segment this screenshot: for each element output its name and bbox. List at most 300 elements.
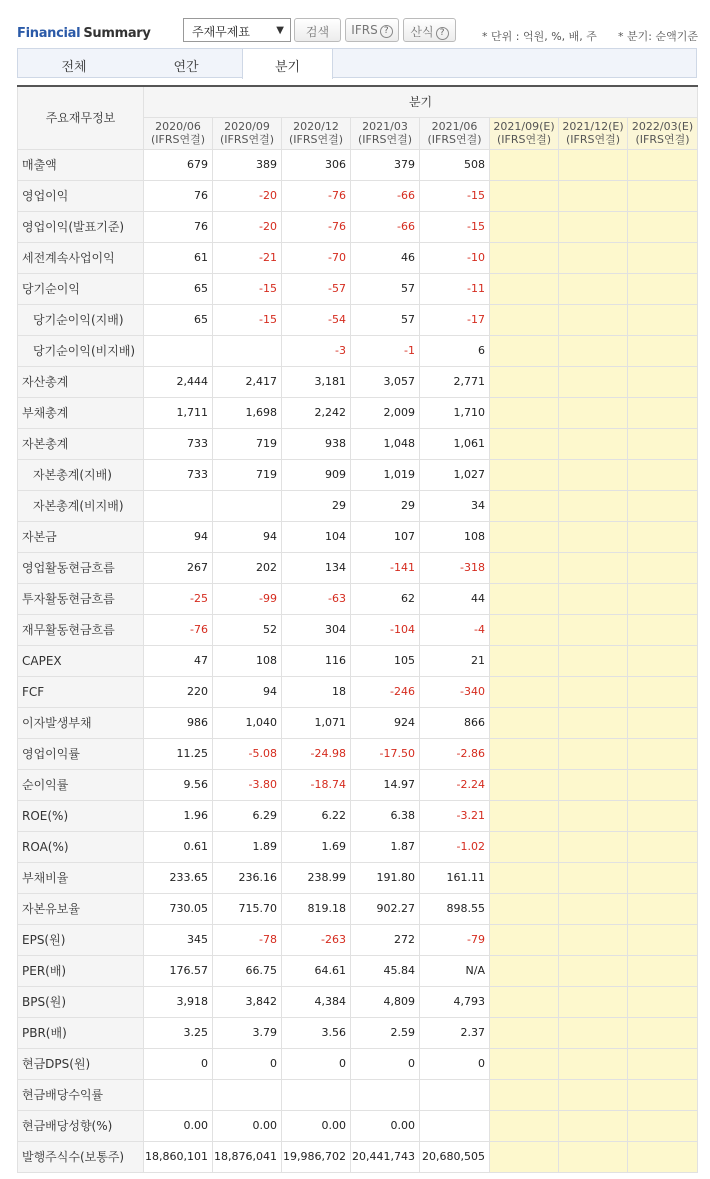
period-date: 2020/09 bbox=[224, 120, 270, 133]
value-cell: 0 bbox=[144, 1048, 213, 1079]
estimate-cell bbox=[490, 521, 559, 552]
table-row bbox=[18, 862, 698, 893]
value-cell: 20,680,505 bbox=[420, 1141, 490, 1172]
value-cell: 730.05 bbox=[144, 893, 213, 924]
row-label: ROA(%) bbox=[18, 831, 144, 862]
table-row bbox=[18, 1141, 698, 1172]
help-icon: ? bbox=[436, 27, 449, 40]
row-label: 현금DPS(원) bbox=[18, 1048, 144, 1079]
value-cell: 61 bbox=[144, 242, 213, 273]
estimate-cell bbox=[628, 211, 698, 242]
row-label: 자본금 bbox=[18, 521, 144, 552]
estimate-cell bbox=[559, 1017, 628, 1048]
estimate-cell bbox=[490, 273, 559, 304]
value-cell: 1.69 bbox=[282, 831, 351, 862]
value-cell: 1.89 bbox=[213, 831, 282, 862]
estimate-cell bbox=[628, 428, 698, 459]
period-basis: (IFRS연결) bbox=[635, 133, 690, 146]
estimate-cell bbox=[559, 769, 628, 800]
value-cell: 715.70 bbox=[213, 893, 282, 924]
estimate-cell bbox=[628, 707, 698, 738]
estimate-cell bbox=[490, 335, 559, 366]
value-cell bbox=[420, 1079, 490, 1110]
value-cell: 0 bbox=[213, 1048, 282, 1079]
estimate-cell bbox=[490, 707, 559, 738]
value-cell: 18,860,101 bbox=[144, 1141, 213, 1172]
value-cell: 21 bbox=[420, 645, 490, 676]
value-cell: 3.79 bbox=[213, 1017, 282, 1048]
estimate-cell bbox=[628, 1017, 698, 1048]
statement-type-select[interactable] bbox=[183, 18, 291, 42]
value-cell: -17 bbox=[420, 304, 490, 335]
page-header bbox=[0, 0, 710, 48]
estimate-cell bbox=[490, 490, 559, 521]
period-header bbox=[351, 117, 420, 149]
estimate-cell bbox=[490, 180, 559, 211]
row-label: 세전계속사업이익 bbox=[18, 242, 144, 273]
value-cell: 238.99 bbox=[282, 862, 351, 893]
value-cell: -66 bbox=[351, 211, 420, 242]
estimate-cell bbox=[559, 800, 628, 831]
value-cell: 108 bbox=[213, 645, 282, 676]
period-basis: (IFRS연결) bbox=[288, 133, 344, 146]
value-cell bbox=[144, 490, 213, 521]
estimate-cell bbox=[490, 1110, 559, 1141]
value-cell: 104 bbox=[282, 521, 351, 552]
estimate-cell bbox=[490, 552, 559, 583]
row-label: 현금배당성향(%) bbox=[18, 1110, 144, 1141]
table-row bbox=[18, 738, 698, 769]
estimate-cell bbox=[559, 180, 628, 211]
row-label: FCF bbox=[18, 676, 144, 707]
estimate-cell bbox=[490, 614, 559, 645]
estimate-cell bbox=[559, 955, 628, 986]
period-date: 2021/06 bbox=[431, 120, 478, 133]
value-cell: -11 bbox=[420, 273, 490, 304]
value-cell: 134 bbox=[282, 552, 351, 583]
value-cell: -1.02 bbox=[420, 831, 490, 862]
table-row bbox=[18, 707, 698, 738]
statement-type-value: 주재무제표 bbox=[192, 25, 250, 39]
table-row bbox=[18, 1048, 698, 1079]
row-label: EPS(원) bbox=[18, 924, 144, 955]
tab-all[interactable]: 전체 bbox=[61, 60, 87, 75]
estimate-cell bbox=[490, 428, 559, 459]
table-row bbox=[18, 273, 698, 304]
table-row bbox=[18, 800, 698, 831]
period-basis: (IFRS연결) bbox=[150, 133, 206, 146]
estimate-cell bbox=[559, 676, 628, 707]
value-cell: 1,061 bbox=[420, 428, 490, 459]
estimate-cell bbox=[559, 862, 628, 893]
value-cell: 4,384 bbox=[282, 986, 351, 1017]
value-cell: 94 bbox=[213, 676, 282, 707]
value-cell: 819.18 bbox=[282, 893, 351, 924]
estimate-cell bbox=[490, 676, 559, 707]
estimate-cell bbox=[490, 738, 559, 769]
row-label: 부채총계 bbox=[18, 397, 144, 428]
value-cell: -70 bbox=[282, 242, 351, 273]
value-cell: 76 bbox=[144, 180, 213, 211]
estimate-cell bbox=[559, 397, 628, 428]
value-cell: -3.80 bbox=[213, 769, 282, 800]
estimate-cell bbox=[559, 366, 628, 397]
period-header bbox=[420, 117, 490, 149]
period-header bbox=[282, 117, 351, 149]
estimate-cell bbox=[490, 769, 559, 800]
estimate-cell bbox=[628, 521, 698, 552]
table-row bbox=[18, 397, 698, 428]
value-cell: -78 bbox=[213, 924, 282, 955]
value-cell: 379 bbox=[351, 149, 420, 180]
chevron-down-icon: ▼ bbox=[276, 25, 284, 36]
value-cell bbox=[420, 1110, 490, 1141]
estimate-cell bbox=[490, 800, 559, 831]
value-cell: 0 bbox=[420, 1048, 490, 1079]
value-cell: 1.87 bbox=[351, 831, 420, 862]
estimate-cell bbox=[490, 1048, 559, 1079]
estimate-cell bbox=[628, 955, 698, 986]
value-cell: 0.00 bbox=[351, 1110, 420, 1141]
estimate-cell bbox=[628, 335, 698, 366]
estimate-cell bbox=[490, 831, 559, 862]
value-cell: -104 bbox=[351, 614, 420, 645]
value-cell: 267 bbox=[144, 552, 213, 583]
value-cell: 191.80 bbox=[351, 862, 420, 893]
row-label: BPS(원) bbox=[18, 986, 144, 1017]
group-header: 분기 bbox=[144, 86, 698, 117]
estimate-cell bbox=[490, 1079, 559, 1110]
estimate-cell bbox=[559, 552, 628, 583]
value-cell: 202 bbox=[213, 552, 282, 583]
estimate-cell bbox=[559, 490, 628, 521]
estimate-cell bbox=[628, 614, 698, 645]
estimate-cell bbox=[490, 459, 559, 490]
value-cell: 20,441,743 bbox=[351, 1141, 420, 1172]
value-cell: 6.22 bbox=[282, 800, 351, 831]
value-cell: -10 bbox=[420, 242, 490, 273]
value-cell: 938 bbox=[282, 428, 351, 459]
row-label: 영업이익 bbox=[18, 180, 144, 211]
value-cell: 733 bbox=[144, 459, 213, 490]
table-row bbox=[18, 149, 698, 180]
row-label: 자본총계(비지배) bbox=[18, 490, 144, 521]
value-cell: 62 bbox=[351, 583, 420, 614]
value-cell: -3.21 bbox=[420, 800, 490, 831]
estimate-cell bbox=[628, 800, 698, 831]
estimate-cell bbox=[490, 986, 559, 1017]
title-summary: Summary bbox=[83, 26, 151, 41]
value-cell: 866 bbox=[420, 707, 490, 738]
value-cell: 3,842 bbox=[213, 986, 282, 1017]
value-cell: 6.38 bbox=[351, 800, 420, 831]
value-cell: 0.00 bbox=[144, 1110, 213, 1141]
estimate-cell bbox=[559, 149, 628, 180]
value-cell: -20 bbox=[213, 211, 282, 242]
value-cell: 220 bbox=[144, 676, 213, 707]
estimate-cell bbox=[559, 211, 628, 242]
value-cell: -25 bbox=[144, 583, 213, 614]
value-cell: 14.97 bbox=[351, 769, 420, 800]
value-cell: 3,181 bbox=[282, 366, 351, 397]
estimate-cell bbox=[628, 490, 698, 521]
value-cell: -3 bbox=[282, 335, 351, 366]
value-cell: -141 bbox=[351, 552, 420, 583]
value-cell: 11.25 bbox=[144, 738, 213, 769]
value-cell bbox=[213, 335, 282, 366]
table-row bbox=[18, 769, 698, 800]
ifrs-label: IFRS bbox=[351, 23, 378, 37]
period-header bbox=[628, 117, 698, 149]
estimate-cell bbox=[628, 645, 698, 676]
value-cell: -24.98 bbox=[282, 738, 351, 769]
estimate-cell bbox=[628, 180, 698, 211]
period-date: 2021/12(E) bbox=[562, 120, 624, 133]
value-cell: -17.50 bbox=[351, 738, 420, 769]
estimate-cell bbox=[559, 831, 628, 862]
value-cell: 236.16 bbox=[213, 862, 282, 893]
value-cell: 306 bbox=[282, 149, 351, 180]
table-row bbox=[18, 955, 698, 986]
table-row bbox=[18, 583, 698, 614]
estimate-cell bbox=[628, 893, 698, 924]
value-cell: 52 bbox=[213, 614, 282, 645]
row-label: 부채비율 bbox=[18, 862, 144, 893]
value-cell: -79 bbox=[420, 924, 490, 955]
financial-table-body bbox=[18, 149, 698, 1172]
value-cell: 65 bbox=[144, 273, 213, 304]
estimate-cell bbox=[559, 583, 628, 614]
row-label: 순이익률 bbox=[18, 769, 144, 800]
estimate-cell bbox=[628, 397, 698, 428]
estimate-cell bbox=[559, 893, 628, 924]
row-label: 자산총계 bbox=[18, 366, 144, 397]
table-row bbox=[18, 428, 698, 459]
value-cell: -318 bbox=[420, 552, 490, 583]
estimate-cell bbox=[490, 149, 559, 180]
period-basis: (IFRS연결) bbox=[496, 133, 552, 146]
value-cell: 1,027 bbox=[420, 459, 490, 490]
row-label: 재무활동현금흐름 bbox=[18, 614, 144, 645]
value-cell: -4 bbox=[420, 614, 490, 645]
estimate-cell bbox=[628, 149, 698, 180]
table-row bbox=[18, 831, 698, 862]
value-cell: -15 bbox=[420, 180, 490, 211]
estimate-cell bbox=[559, 1048, 628, 1079]
estimate-cell bbox=[490, 955, 559, 986]
table-row bbox=[18, 180, 698, 211]
formula-label: 산식 bbox=[410, 25, 434, 39]
value-cell: 4,793 bbox=[420, 986, 490, 1017]
value-cell: 94 bbox=[213, 521, 282, 552]
estimate-cell bbox=[490, 924, 559, 955]
value-cell: 898.55 bbox=[420, 893, 490, 924]
row-label: PER(배) bbox=[18, 955, 144, 986]
row-label: 자본총계(지배) bbox=[18, 459, 144, 490]
estimate-cell bbox=[628, 459, 698, 490]
value-cell: 3,918 bbox=[144, 986, 213, 1017]
value-cell: 19,986,702 bbox=[282, 1141, 351, 1172]
value-cell: 902.27 bbox=[351, 893, 420, 924]
value-cell: -76 bbox=[282, 180, 351, 211]
row-label: 현금배당수익률 bbox=[18, 1079, 144, 1110]
tab-annual[interactable]: 연간 bbox=[173, 60, 199, 75]
financial-summary-table bbox=[17, 85, 698, 1173]
table-row bbox=[18, 986, 698, 1017]
estimate-cell bbox=[559, 645, 628, 676]
value-cell: 47 bbox=[144, 645, 213, 676]
estimate-cell bbox=[628, 986, 698, 1017]
estimate-cell bbox=[490, 1141, 559, 1172]
value-cell: 0 bbox=[282, 1048, 351, 1079]
estimate-cell bbox=[559, 428, 628, 459]
estimate-cell bbox=[490, 397, 559, 428]
value-cell: 3,057 bbox=[351, 366, 420, 397]
estimate-cell bbox=[628, 1048, 698, 1079]
estimate-cell bbox=[559, 459, 628, 490]
table-row bbox=[18, 521, 698, 552]
period-basis: (IFRS연결) bbox=[565, 133, 621, 146]
table-row bbox=[18, 490, 698, 521]
value-cell: 176.57 bbox=[144, 955, 213, 986]
row-label: 이자발생부채 bbox=[18, 707, 144, 738]
estimate-cell bbox=[628, 304, 698, 335]
value-cell: 389 bbox=[213, 149, 282, 180]
value-cell: N/A bbox=[420, 955, 490, 986]
table-row bbox=[18, 1017, 698, 1048]
estimate-cell bbox=[490, 1017, 559, 1048]
row-label: PBR(배) bbox=[18, 1017, 144, 1048]
period-date: 2020/12 bbox=[293, 120, 339, 133]
value-cell: 2,242 bbox=[282, 397, 351, 428]
value-cell: 29 bbox=[282, 490, 351, 521]
value-cell: 6 bbox=[420, 335, 490, 366]
value-cell: -340 bbox=[420, 676, 490, 707]
value-cell: 304 bbox=[282, 614, 351, 645]
value-cell: 233.65 bbox=[144, 862, 213, 893]
value-cell: 9.56 bbox=[144, 769, 213, 800]
estimate-cell bbox=[628, 862, 698, 893]
value-cell: 44 bbox=[420, 583, 490, 614]
row-label: 영업이익률 bbox=[18, 738, 144, 769]
estimate-cell bbox=[559, 707, 628, 738]
row-label: 당기순이익(지배) bbox=[18, 304, 144, 335]
value-cell: -66 bbox=[351, 180, 420, 211]
formula-help-button[interactable] bbox=[403, 18, 456, 42]
value-cell: -57 bbox=[282, 273, 351, 304]
value-cell: 6.29 bbox=[213, 800, 282, 831]
ifrs-help-button[interactable] bbox=[345, 18, 399, 42]
value-cell: -76 bbox=[144, 614, 213, 645]
value-cell: 46 bbox=[351, 242, 420, 273]
value-cell: 0.00 bbox=[213, 1110, 282, 1141]
value-cell: -15 bbox=[420, 211, 490, 242]
value-cell: -5.08 bbox=[213, 738, 282, 769]
value-cell: -15 bbox=[213, 304, 282, 335]
estimate-cell bbox=[628, 676, 698, 707]
table-row bbox=[18, 242, 698, 273]
table-row bbox=[18, 1110, 698, 1141]
table-row bbox=[18, 366, 698, 397]
value-cell: 29 bbox=[351, 490, 420, 521]
estimate-cell bbox=[490, 366, 559, 397]
value-cell: -2.86 bbox=[420, 738, 490, 769]
value-cell: 679 bbox=[144, 149, 213, 180]
value-cell: 66.75 bbox=[213, 955, 282, 986]
value-cell: 719 bbox=[213, 459, 282, 490]
period-date: 2021/09(E) bbox=[493, 120, 555, 133]
value-cell: 345 bbox=[144, 924, 213, 955]
value-cell: 18,876,041 bbox=[213, 1141, 282, 1172]
period-date: 2021/03 bbox=[362, 120, 408, 133]
estimate-cell bbox=[628, 366, 698, 397]
value-cell: 272 bbox=[351, 924, 420, 955]
row-label: CAPEX bbox=[18, 645, 144, 676]
estimate-cell bbox=[559, 1079, 628, 1110]
value-cell: 107 bbox=[351, 521, 420, 552]
table-row bbox=[18, 645, 698, 676]
value-cell: 2,771 bbox=[420, 366, 490, 397]
row-label: 당기순이익 bbox=[18, 273, 144, 304]
row-label: ROE(%) bbox=[18, 800, 144, 831]
estimate-cell bbox=[628, 552, 698, 583]
estimate-cell bbox=[559, 1141, 628, 1172]
estimate-cell bbox=[490, 645, 559, 676]
estimate-cell bbox=[559, 738, 628, 769]
value-cell bbox=[213, 1079, 282, 1110]
value-cell: 719 bbox=[213, 428, 282, 459]
row-label: 투자활동현금흐름 bbox=[18, 583, 144, 614]
period-header bbox=[213, 117, 282, 149]
period-tabs bbox=[17, 48, 697, 78]
value-cell: 1,698 bbox=[213, 397, 282, 428]
row-label: 당기순이익(비지배) bbox=[18, 335, 144, 366]
value-cell: 0.61 bbox=[144, 831, 213, 862]
row-label: 발행주식수(보통주) bbox=[18, 1141, 144, 1172]
row-label: 영업이익(발표기준) bbox=[18, 211, 144, 242]
value-cell: 161.11 bbox=[420, 862, 490, 893]
tab-quarterly[interactable]: 분기 bbox=[242, 49, 333, 79]
value-cell: 2,444 bbox=[144, 366, 213, 397]
estimate-cell bbox=[559, 242, 628, 273]
table-row bbox=[18, 552, 698, 583]
row-header: 주요재무정보 bbox=[18, 86, 144, 149]
estimate-cell bbox=[628, 1079, 698, 1110]
row-label: 자본총계 bbox=[18, 428, 144, 459]
row-label: 영업활동현금흐름 bbox=[18, 552, 144, 583]
value-cell: 1,019 bbox=[351, 459, 420, 490]
value-cell: 34 bbox=[420, 490, 490, 521]
estimate-cell bbox=[559, 924, 628, 955]
value-cell: 508 bbox=[420, 149, 490, 180]
value-cell: 733 bbox=[144, 428, 213, 459]
estimate-cell bbox=[628, 583, 698, 614]
estimate-cell bbox=[628, 924, 698, 955]
estimate-cell bbox=[559, 273, 628, 304]
period-date: 2022/03(E) bbox=[631, 120, 694, 133]
value-cell: -246 bbox=[351, 676, 420, 707]
title-financial: Financial bbox=[17, 26, 81, 41]
value-cell: 1.96 bbox=[144, 800, 213, 831]
estimate-cell bbox=[490, 893, 559, 924]
value-cell bbox=[282, 1079, 351, 1110]
value-cell: 76 bbox=[144, 211, 213, 242]
search-button[interactable]: 검색 bbox=[294, 18, 341, 42]
value-cell: 3.25 bbox=[144, 1017, 213, 1048]
value-cell: 986 bbox=[144, 707, 213, 738]
estimate-cell bbox=[628, 831, 698, 862]
period-basis: (IFRS연결) bbox=[357, 133, 413, 146]
